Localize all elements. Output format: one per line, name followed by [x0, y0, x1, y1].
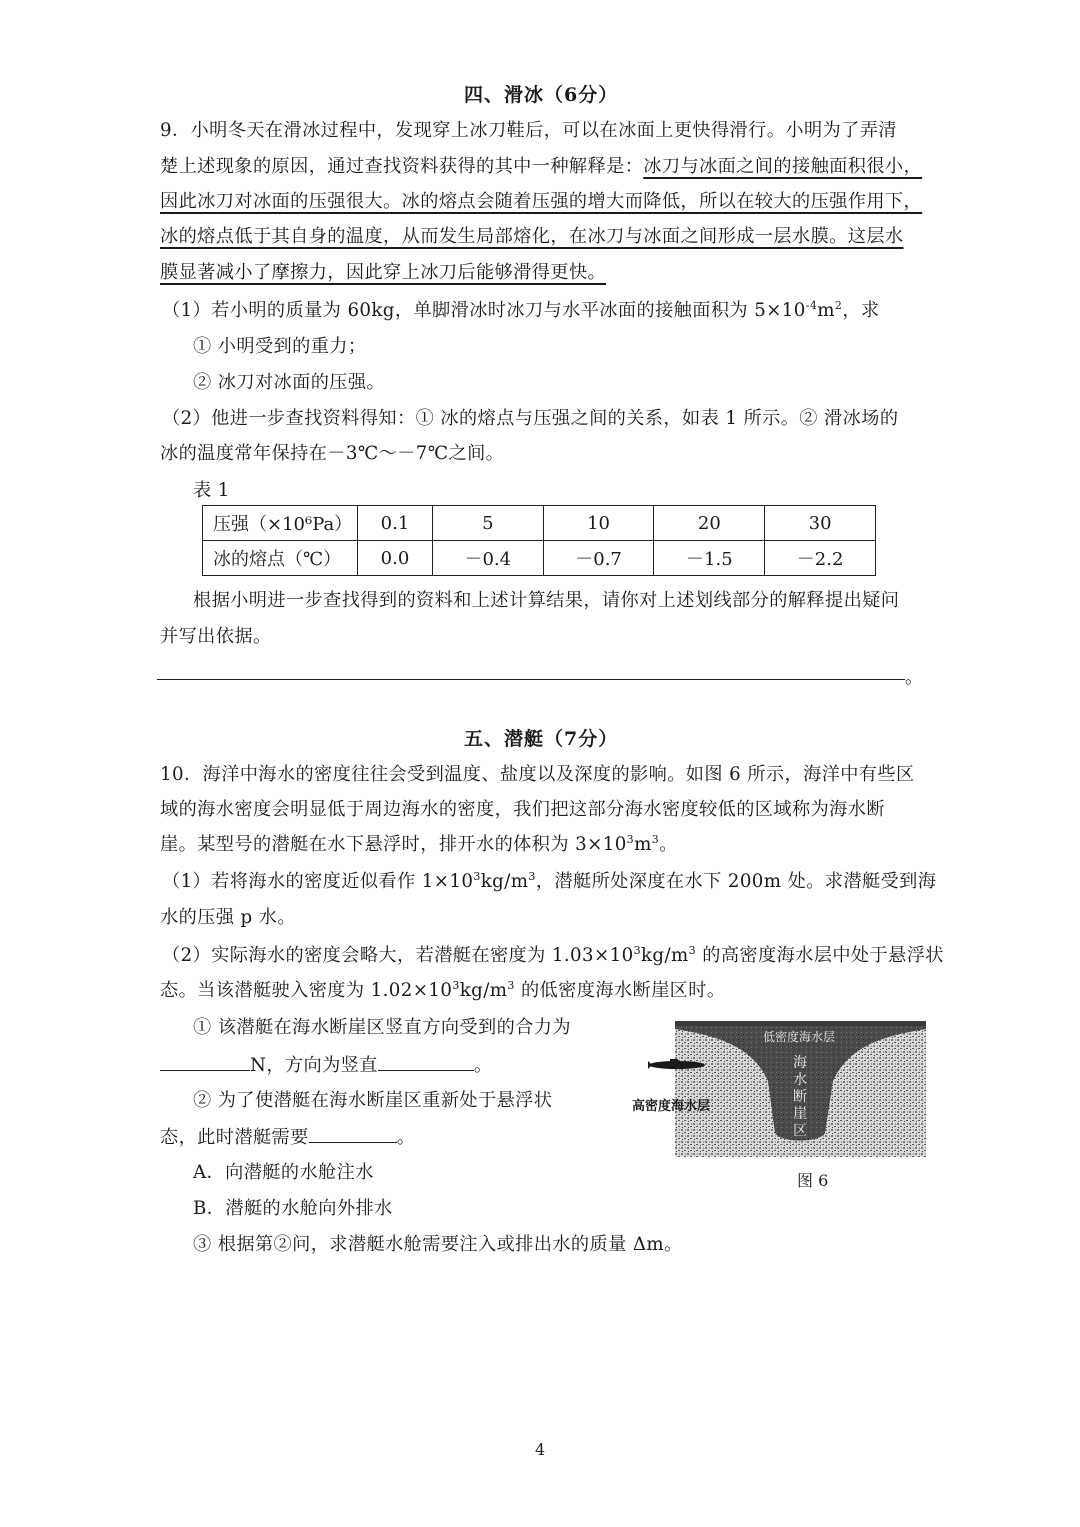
q9-underlined-3: 冰的熔点低于其自身的温度，从而发生局部熔化，在冰刀与冰面之间形成一层水膜。这层水: [160, 226, 904, 247]
q10-part1-line1: （1）若将海水的密度近似看作 $1\times 10^3kg/m^3$，潜艇所处深度在水下 200m 处。求潜艇受到海: [162, 870, 937, 892]
q10-line-2: 域的海水密度会明显低于周边海水的密度，我们把这部分海水密度较低的区域称为海水断: [160, 799, 885, 820]
q9-part1-sub2: ② 冰刀对冰面的压强。: [193, 372, 386, 393]
table-cell: 20: [654, 506, 765, 541]
section-title-submarine: 五、潜艇（7分）: [464, 728, 619, 750]
table-cell: －1.5: [654, 541, 765, 576]
label-low-density-layer: 低密度海水层: [763, 1030, 836, 1044]
q9-line-1: 9．小明冬天在滑冰过程中，发现穿上冰刀鞋后，可以在冰面上更快得滑行。小明为了弄清: [160, 120, 897, 141]
answer-blank-line[interactable]: [157, 679, 905, 680]
table-cell: －0.4: [432, 541, 543, 576]
label-high-density-layer: 高密度海水层: [632, 1099, 711, 1114]
melting-point-table: [202, 505, 876, 576]
table-cell: 10: [543, 506, 654, 541]
option-b: B．潜艇的水舱向外排水: [193, 1198, 393, 1219]
q9-ask-line1: 根据小明进一步查找得到的资料和上述计算结果，请你对上述划线部分的解释提出疑问: [193, 590, 900, 611]
q10-line-1: 10．海洋中海水的密度往往会受到温度、盐度以及深度的影响。如图 6 所示，海洋中有些区: [160, 764, 915, 785]
q10-sub1-line2: N，方向为竖直 。: [160, 1050, 492, 1077]
q10-sub2-line2: 态，此时潜艇需要 。: [160, 1122, 415, 1149]
q9-part2-line1: （2）他进一步查找资料得知：① 冰的熔点与压强之间的关系，如表 1 所示。② 滑冰场的: [162, 408, 899, 429]
answer-blank-action[interactable]: [309, 1122, 397, 1143]
q10-sub1-line1: ① 该潜艇在海水断崖区竖直方向受到的合力为: [193, 1017, 571, 1038]
table-cell: －0.7: [543, 541, 654, 576]
label-density-fault: 海水断崖区: [793, 1055, 807, 1139]
q10-sub3: ③ 根据第②问，求潜艇水舱需要注入或排出水的质量 Δm。: [193, 1234, 683, 1255]
answer-blank-direction[interactable]: [378, 1050, 474, 1071]
q9-part1: （1）若小明的质量为 60kg，单脚滑冰时冰刀与水平冰面的接触面积为 $5\times 10^{-4}m^2$，求: [162, 299, 880, 321]
table-cell: 0.0: [358, 541, 433, 576]
q10-part1-line2: 水的压强 p 水。: [160, 907, 296, 928]
table-cell: 30: [765, 506, 876, 541]
q9-ask-line2: 并写出依据。: [160, 626, 272, 647]
table-caption: 表 1: [193, 480, 230, 501]
table-row: [203, 541, 876, 576]
figure-6-diagram: [675, 1021, 926, 1157]
submarine-icon: [646, 1055, 708, 1067]
option-a: A．向潜艇的水舱注水: [193, 1162, 374, 1183]
table-header-melting-point: 冰的熔点（℃）: [203, 541, 358, 576]
q9-part2-line2: 冰的温度常年保持在－3℃～－7℃之间。: [160, 443, 505, 464]
q9-line-2: 楚上述现象的原因，通过查找资料获得的其中一种解释是：冰刀与冰面之间的接触面积很小，: [160, 156, 923, 177]
table-row: [203, 506, 876, 541]
section-title-skating: 四、滑冰（6分）: [464, 84, 619, 106]
q10-line-3: 崖。某型号的潜艇在水下悬浮时，排开水的体积为 $3\times 10^3m^3$。: [160, 833, 678, 855]
figure-6-caption: 图 6: [797, 1171, 829, 1190]
q9-underlined-4: 膜显著减小了摩擦力，因此穿上冰刀后能够滑得更快。: [160, 262, 607, 283]
q10-sub2-line1: ② 为了使潜艇在海水断崖区重新处于悬浮状: [193, 1090, 553, 1111]
table-cell: 5: [432, 506, 543, 541]
q9-underlined-2: 因此冰刀对冰面的压强很大。冰的熔点会随着压强的增大而降低，所以在较大的压强作用下，: [160, 191, 923, 212]
q9-part1-sub1: ① 小明受到的重力；: [193, 336, 367, 357]
answer-blank-force[interactable]: [160, 1050, 250, 1071]
answer-line-period: 。: [905, 667, 923, 688]
q10-part2-line2: 态。当该潜艇驶入密度为 $1.02\times 10^3kg/m^3$ 的低密度海水断崖区时。: [160, 979, 726, 1001]
table-cell: －2.2: [765, 541, 876, 576]
page-number: 4: [535, 1440, 546, 1459]
table-cell: 0.1: [358, 506, 433, 541]
table-header-pressure: 压强（×10⁶Pa）: [203, 506, 358, 541]
q9-underlined-1: 冰刀与冰面之间的接触面积很小，: [643, 156, 923, 177]
q10-part2-line1: （2）实际海水的密度会略大，若潜艇在密度为 $1.03\times 10^3kg/m^3$ 的高密度海水层中处于悬浮状: [162, 944, 944, 966]
